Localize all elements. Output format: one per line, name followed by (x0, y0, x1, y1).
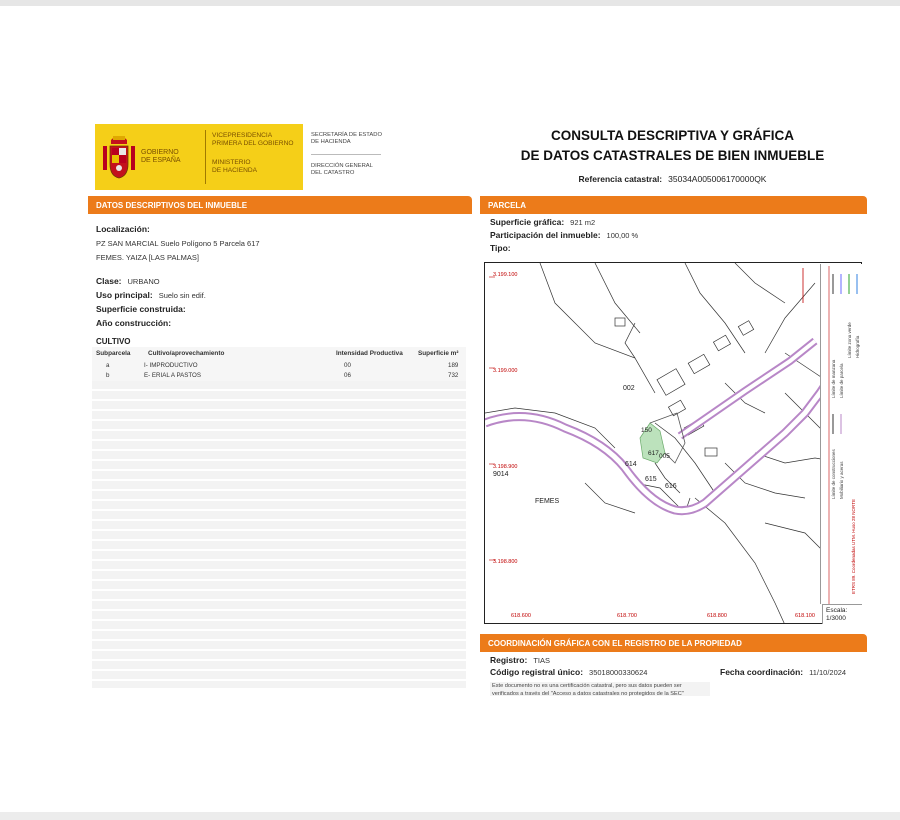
table-header (92, 347, 466, 359)
datos-descriptivos-bar: DATOS DESCRIPTIVOS DEL INMUEBLE (88, 196, 472, 214)
participacion-label: Participación del inmueble: (490, 230, 601, 240)
y-label: 3.199.000 (493, 368, 518, 374)
participacion-value: 100,00 % (606, 231, 639, 240)
legend-footer: ETRS 89. Coordenadas UTM. Huso 28 NORTE (851, 499, 856, 594)
parcel-label: 005 (659, 453, 670, 460)
map-drawing (485, 263, 862, 624)
y-label: 3.198.900 (493, 464, 518, 470)
x-label: 618.100 (795, 613, 815, 619)
cell-superficie: 732 (448, 372, 459, 379)
gov-text-2: DE ESPAÑA (141, 157, 181, 164)
uso-value: Suelo sin edif. (158, 291, 206, 300)
parcel-label: 614 (625, 461, 637, 468)
localizacion-label: Localización: (96, 224, 150, 234)
cell-subparcela: a (106, 362, 110, 369)
direccion-1: DIRECCIÓN GENERAL (311, 163, 373, 169)
clase-value: URBANO (127, 277, 160, 286)
min-1: MINISTERIO (212, 159, 251, 166)
localizacion-line-1: PZ SAN MARCIAL Suelo Polígono 5 Parcela 617 (96, 239, 260, 248)
gov-text-1: GOBIERNO (141, 149, 179, 156)
fecha-value: 11/10/2024 (809, 668, 847, 677)
cell-intensidad: 06 (344, 372, 351, 379)
parcel-label: 150 (641, 427, 652, 434)
participacion-row (490, 230, 638, 240)
parcela-bar: PARCELA (480, 196, 867, 214)
localizacion-line-2: FEMES. YAIZA [LAS PALMAS] (96, 253, 199, 262)
parcel-label: 617 (648, 450, 659, 457)
superficie-grafica-row (490, 217, 595, 227)
coat-of-arms-icon (101, 132, 137, 182)
gov-right (206, 124, 303, 190)
legend-item: Límite de parcela (839, 363, 844, 398)
x-label: 618.600 (511, 613, 531, 619)
clase-label: Clase: (96, 276, 122, 286)
top-edge (0, 0, 900, 6)
table-row (92, 371, 466, 381)
table-empty-rows (92, 381, 466, 688)
bottom-edge (0, 812, 900, 820)
legend-item: Límite de manzana (831, 359, 836, 398)
page-title (480, 126, 865, 166)
cell-intensidad: 00 (344, 362, 351, 369)
scale-value: 1/3000 (826, 615, 846, 622)
header-cultivo: Cultivo/aprovechamiento (148, 350, 225, 357)
tipo-label: Tipo: (490, 243, 511, 253)
anio-label: Año construcción: (96, 318, 172, 328)
cultivo-table (92, 347, 466, 688)
min-2: DE HACIENDA (212, 166, 258, 174)
fecha-label: Fecha coordinación: (720, 667, 804, 677)
direccion-2: DEL CATASTRO (311, 170, 355, 176)
x-label: 618.800 (707, 613, 727, 619)
cell-cultivo: E- ERIAL A PASTOS (144, 372, 201, 379)
place-label: FEMES (535, 498, 560, 505)
title-line-2: DE DATOS CATASTRALES DE BIEN INMUEBLE (520, 148, 825, 163)
parcel-label: 616 (665, 483, 677, 490)
header-subparcela: Subparcela (96, 350, 131, 357)
registro-value: TIAS (533, 656, 550, 665)
cell-subparcela: b (106, 372, 110, 379)
uso-row (96, 290, 206, 300)
ministry-labels (303, 124, 387, 190)
header-superficie: Superficie m² (418, 350, 459, 357)
table-row (92, 361, 466, 371)
y-label: 3.199.100 (493, 272, 518, 278)
parcel-label: 002 (623, 385, 635, 392)
datos-descriptivos-panel (88, 214, 466, 688)
secretaria-2: DE HACIENDA (311, 139, 351, 145)
gov-left (95, 124, 205, 190)
fecha-row (720, 667, 846, 677)
title-line-1: CONSULTA DESCRIPTIVA Y GRÁFICA (550, 128, 794, 143)
tipo-row (490, 243, 511, 253)
superficie-construida-row (96, 304, 186, 314)
registro-row (490, 655, 550, 665)
superficie-grafica-value: 921 m2 (570, 218, 596, 227)
superficie-grafica-label: Superficie gráfica: (490, 217, 565, 227)
cultivo-title: CULTIVO (96, 337, 131, 346)
legend-item: Límite de construcciones (831, 449, 836, 499)
y-label: 3.198.800 (493, 559, 518, 565)
ref-value: 35034A005006170000QK (668, 174, 767, 184)
legend-item: Mobiliario y aceras (839, 461, 844, 499)
cell-superficie: 189 (448, 362, 459, 369)
cell-cultivo: I- IMPRODUCTIVO (144, 362, 198, 369)
coordinacion-bar: COORDINACIÓN GRÁFICA CON EL REGISTRO DE LA PROPIEDAD (480, 634, 867, 652)
clase-row (96, 276, 160, 286)
secretaria-1: SECRETARÍA DE ESTADO (311, 132, 382, 138)
codigo-row (490, 667, 647, 677)
legend-item: Hidrografía (855, 335, 860, 358)
codigo-label: Código registral único: (490, 667, 584, 677)
parcel-label: 9014 (493, 471, 509, 478)
parcel-label: 615 (645, 476, 657, 483)
scale-label: Escala: (826, 607, 848, 614)
cadastral-map (484, 262, 862, 624)
government-logo (95, 124, 303, 190)
disclaimer-note: Este documento no es una certificación catastral, pero sus datos pueden ser verificados a través del "Acceso a datos catastrales no protegidos de la SEC" (490, 682, 710, 696)
anio-row (96, 318, 171, 328)
codigo-value: 35018000330624 (589, 668, 648, 677)
superficie-construida-label: Superficie construida: (96, 304, 186, 314)
header-intensidad: Intensidad Productiva (336, 350, 403, 357)
registro-label: Registro: (490, 655, 528, 665)
map-legend (820, 264, 862, 604)
scale-box (822, 604, 862, 624)
uso-label: Uso principal: (96, 290, 153, 300)
x-label: 618.700 (617, 613, 637, 619)
referencia-catastral (480, 174, 865, 184)
legend-item: Límite zona verde (847, 322, 852, 358)
vice-1: VICEPRESIDENCIA (212, 132, 273, 139)
vice-2: PRIMERA DEL GOBIERNO (212, 139, 294, 147)
ref-label: Referencia catastral: (578, 174, 663, 184)
